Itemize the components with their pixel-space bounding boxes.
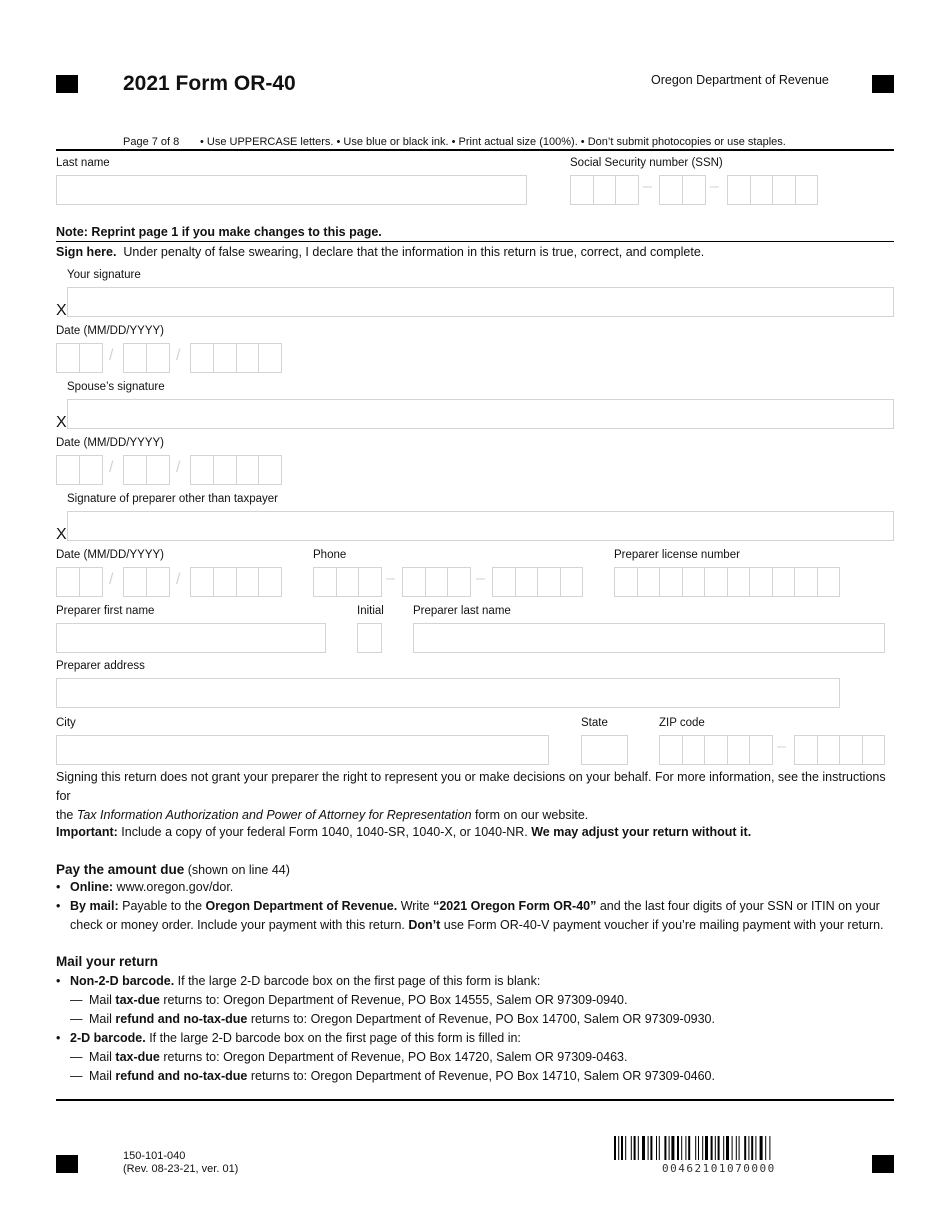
barcode-bar — [650, 1136, 652, 1160]
important-note: Important: Include a copy of your federal Form 1040, 1040-SR, 1040-X, or 1040-NR. We may adjust your return without it. — [56, 825, 752, 839]
barcode-bar — [621, 1136, 623, 1160]
ssn-dash: – — [710, 178, 719, 195]
barcode-bar — [677, 1136, 679, 1160]
barcode-bar — [664, 1136, 666, 1160]
2d-refund-address: Mail refund and no-tax-due returns to: Oregon Department of Revenue, PO Box 14710, Salem OR 97309-0460. — [89, 1069, 715, 1083]
spouse-signature-field[interactable] — [67, 399, 894, 429]
your-signature-field[interactable] — [67, 287, 894, 317]
form-revision: (Rev. 08-23-21, ver. 01) — [123, 1163, 239, 1175]
spouse-signature-label: Spouse’s signature — [67, 381, 165, 393]
signature-x-mark: X — [56, 302, 67, 319]
mail-heading: Mail your return — [56, 954, 159, 969]
ssn-field-2[interactable] — [659, 175, 706, 205]
barcode-bar — [755, 1136, 756, 1160]
last-name-label: Last name — [56, 157, 110, 169]
preparer-last-name-field[interactable] — [413, 623, 885, 653]
barcode-bar — [625, 1136, 626, 1160]
pay-online: Online: www.oregon.gov/dor. — [70, 880, 234, 894]
date-month-field[interactable] — [56, 567, 103, 597]
barcode-bar — [642, 1136, 645, 1160]
date-label: Date (MM/DD/YYYY) — [56, 437, 164, 449]
barcode-number: 00462101070000 — [662, 1162, 776, 1175]
zip-ext-field[interactable] — [794, 735, 885, 765]
bullet: • — [56, 974, 61, 988]
barcode-bar — [659, 1136, 660, 1160]
barcode-bar — [751, 1136, 753, 1160]
barcode-bar — [760, 1136, 763, 1160]
signature-x-mark: X — [56, 526, 67, 543]
barcode-bar — [726, 1136, 729, 1160]
barcode-bar — [744, 1136, 746, 1160]
divider — [56, 149, 894, 151]
registration-mark — [872, 1155, 894, 1173]
phone-area-field[interactable] — [313, 567, 382, 597]
phone-label: Phone — [313, 549, 347, 561]
initial-field[interactable] — [357, 623, 382, 653]
barcode-bar — [702, 1136, 703, 1160]
divider — [56, 241, 894, 242]
phone-dash: – — [386, 570, 395, 587]
bullet: • — [56, 899, 61, 913]
barcode-bar — [695, 1136, 696, 1160]
barcode-bar — [685, 1136, 686, 1160]
barcode-bar — [769, 1136, 770, 1160]
ssn-field-3[interactable] — [727, 175, 818, 205]
non-2d-refund-address: Mail refund and no-tax-due returns to: Oregon Department of Revenue, PO Box 14700, Salem OR 97309-0930. — [89, 1012, 715, 1026]
signature-x-mark: X — [56, 414, 67, 431]
form-number: 150-101-040 — [123, 1150, 186, 1162]
zip-label: ZIP code — [659, 717, 705, 729]
barcode-bar — [614, 1136, 616, 1160]
barcode-bar — [711, 1136, 713, 1160]
barcode-bar — [688, 1136, 690, 1160]
barcode-bar — [715, 1136, 716, 1160]
reprint-note: Note: Reprint page 1 if you make changes to this page. — [56, 225, 382, 239]
barcode-bar — [648, 1136, 649, 1160]
preparer-license-field[interactable] — [614, 567, 840, 597]
barcode-bar — [681, 1136, 682, 1160]
non-2d-tax-due-address: Mail tax-due returns to: Oregon Department of Revenue, PO Box 14555, Salem OR 97309-0940. — [89, 993, 628, 1007]
last-name-field[interactable] — [56, 175, 527, 205]
date-month-field[interactable] — [56, 455, 103, 485]
form-title: 2021 Form OR-40 — [123, 72, 296, 95]
preparer-first-name-field[interactable] — [56, 623, 326, 653]
preparer-address-field[interactable] — [56, 678, 840, 708]
pay-by-mail: By mail: Payable to the Oregon Department of Revenue. Write “2021 Oregon Form OR-40” and the last four digits of your SSN or ITIN on your check or money order. Include your payment with this return. Don’t use Form OR-40-V payment voucher if you’re mailing payment with your return. — [70, 899, 884, 932]
date-slash: / — [109, 571, 114, 588]
date-slash: / — [176, 347, 181, 364]
date-year-field[interactable] — [190, 455, 282, 485]
bullet: • — [56, 880, 61, 894]
barcode-bar — [631, 1136, 632, 1160]
preparer-signature-label: Signature of preparer other than taxpayer — [67, 493, 278, 505]
registration-mark — [56, 75, 78, 93]
date-slash: / — [176, 571, 181, 588]
barcode-bar — [634, 1136, 636, 1160]
2d-barcode-text: 2-D barcode. If the large 2-D barcode box on the first page of this form is filled in: — [70, 1031, 521, 1045]
pay-heading: Pay the amount due (shown on line 44) — [56, 862, 290, 877]
phone-dash: – — [476, 570, 485, 587]
dash-marker: — — [70, 1050, 83, 1064]
state-field[interactable] — [581, 735, 628, 765]
zip-field[interactable] — [659, 735, 773, 765]
bullet: • — [56, 1031, 61, 1045]
phone-prefix-field[interactable] — [402, 567, 471, 597]
barcode-bar — [732, 1136, 733, 1160]
page-number: Page 7 of 8 — [123, 136, 180, 148]
preparer-address-label: Preparer address — [56, 660, 145, 672]
dash-marker: — — [70, 993, 83, 1007]
barcode-bar — [698, 1136, 699, 1160]
your-signature-label: Your signature — [67, 269, 141, 281]
date-year-field[interactable] — [190, 567, 282, 597]
date-slash: / — [176, 459, 181, 476]
date-label: Date (MM/DD/YYYY) — [56, 325, 164, 337]
date-day-field[interactable] — [123, 455, 170, 485]
ssn-label: Social Security number (SSN) — [570, 157, 723, 169]
preparer-first-name-label: Preparer first name — [56, 605, 155, 617]
preparer-license-label: Preparer license number — [614, 549, 740, 561]
barcode-image — [614, 1136, 826, 1160]
divider — [56, 1099, 894, 1101]
form-instructions: • Use UPPERCASE letters. • Use blue or black ink. • Print actual size (100%). • Don’t submit photocopies or use staples. — [200, 136, 786, 148]
barcode-bar — [736, 1136, 737, 1160]
ssn-field-1[interactable] — [570, 175, 639, 205]
non-2d-barcode-text: Non-2-D barcode. If the large 2-D barcode box on the first page of this form is blank: — [70, 974, 541, 988]
ssn-dash: – — [643, 178, 652, 195]
barcode-bar — [671, 1136, 674, 1160]
barcode-bar — [705, 1136, 708, 1160]
barcode-bar — [656, 1136, 657, 1160]
date-day-field[interactable] — [123, 343, 170, 373]
barcode-bar — [638, 1136, 639, 1160]
initial-label: Initial — [357, 605, 384, 617]
date-month-field[interactable] — [56, 343, 103, 373]
barcode-bar — [748, 1136, 749, 1160]
dash-marker: — — [70, 1012, 83, 1026]
registration-mark — [872, 75, 894, 93]
zip-dash: – — [777, 738, 786, 755]
date-label: Date (MM/DD/YYYY) — [56, 549, 164, 561]
dash-marker: — — [70, 1069, 83, 1083]
date-slash: / — [109, 347, 114, 364]
sign-declaration: Sign here. Under penalty of false swearing, I declare that the information in this return is true, correct, and complete. — [56, 245, 705, 259]
city-label: City — [56, 717, 76, 729]
barcode-bar — [718, 1136, 720, 1160]
barcode-bar — [739, 1136, 740, 1160]
barcode-bar — [669, 1136, 670, 1160]
preparer-signature-field[interactable] — [67, 511, 894, 541]
agency-name: Oregon Department of Revenue — [651, 73, 829, 87]
phone-line-field[interactable] — [492, 567, 583, 597]
date-year-field[interactable] — [190, 343, 282, 373]
barcode-bar — [618, 1136, 619, 1160]
date-slash: / — [109, 459, 114, 476]
preparer-last-name-label: Preparer last name — [413, 605, 511, 617]
registration-mark — [56, 1155, 78, 1173]
preparer-authorization-note: Signing this return does not grant your preparer the right to represent you or make decisions on your behalf. For more information, see the instructions for the Tax Information Authorization and Power of Attorney for Representation form on our website. — [56, 770, 886, 822]
state-label: State — [581, 717, 608, 729]
2d-tax-due-address: Mail tax-due returns to: Oregon Department of Revenue, PO Box 14720, Salem OR 97309-0463. — [89, 1050, 628, 1064]
barcode-bar — [765, 1136, 766, 1160]
city-field[interactable] — [56, 735, 549, 765]
barcode-bar — [723, 1136, 724, 1160]
date-day-field[interactable] — [123, 567, 170, 597]
